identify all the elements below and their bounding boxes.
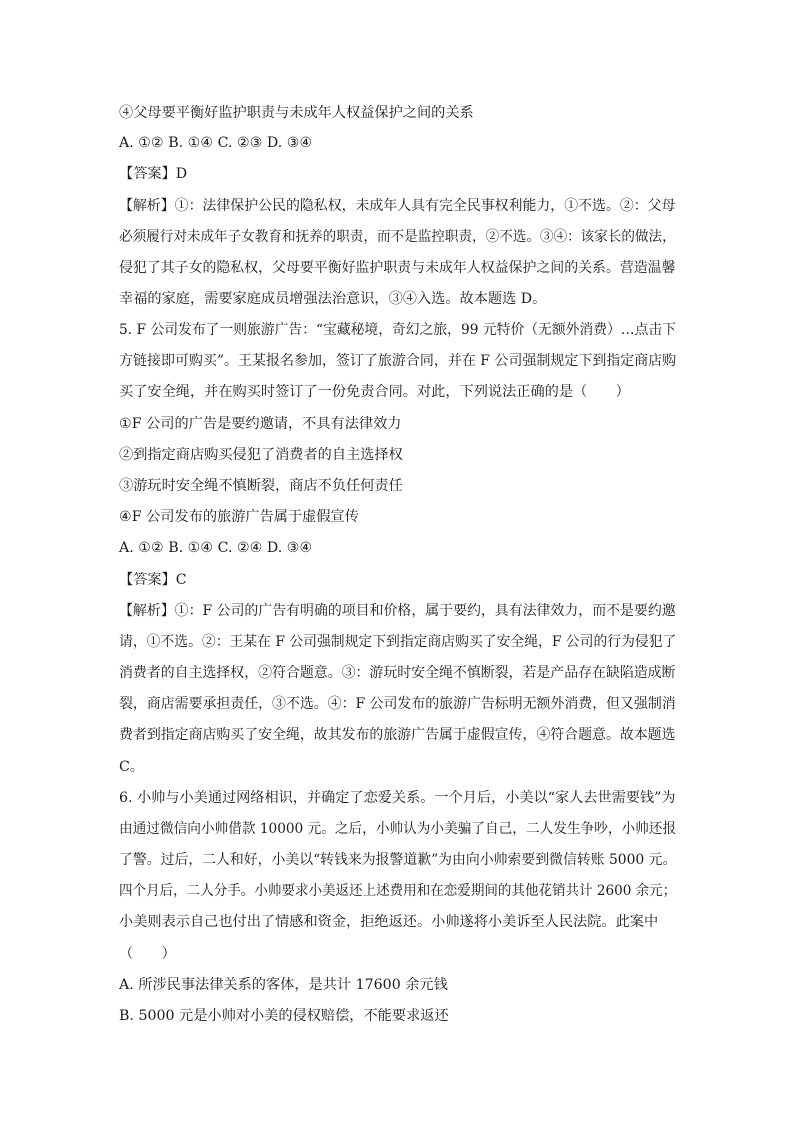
choices-line: A. ①② B. ①④ C. ②④ D. ③④ bbox=[119, 540, 313, 556]
analysis-line: 【解析】①：法律保护公民的隐私权，未成年人具有完全民事权利能力，①不选。②：父母 bbox=[119, 198, 676, 214]
question-6-line: （ ） bbox=[119, 946, 176, 962]
answer-line: 【答案】D bbox=[119, 166, 188, 182]
option-line-3: ③游玩时安全绳不慎断裂，商店不负任何责任 bbox=[119, 478, 403, 494]
option-line-1: ①F 公司的广告是要约邀请，不具有法律效力 bbox=[119, 416, 402, 432]
question-6-line: 小美则表示自己也付出了情感和资金，拒绝返还。小帅遂将小美诉至人民法院。此案中 bbox=[119, 914, 659, 930]
question-5-line: 买了安全绳，并在购买时签订了一份免责合同。对此，下列说法正确的是（ ） bbox=[119, 384, 630, 400]
analysis-line: 费者到指定商店购买了安全绳，故其发布的旅游广告属于虚假宣传，④符合题意。故本题选 bbox=[119, 727, 676, 743]
choices-line: A. ①② B. ①④ C. ②③ D. ③④ bbox=[119, 135, 313, 151]
analysis-line: 消费者的自主选择权，②符合题意。③：游玩时安全绳不慎断裂，若是产品存在缺陷造成断 bbox=[119, 665, 676, 681]
option-b-line: B. 5000 元是小帅对小美的侵权赔偿，不能要求返还 bbox=[119, 1008, 449, 1024]
option-a-line: A. 所涉民事法律关系的客体，是共计 17600 余元钱 bbox=[119, 977, 448, 993]
analysis-line: 请，①不选。②：王某在 F 公司强制规定下到指定商店购买了安全绳，F 公司的行为侵犯了 bbox=[119, 634, 677, 650]
analysis-line: C。 bbox=[119, 759, 145, 775]
analysis-line: 侵犯了其子女的隐私权，父母要平衡好监护职责与未成年人权益保护之间的关系。营造温馨 bbox=[119, 260, 676, 276]
analysis-line: 【解析】①：F 公司的广告有明确的项目和价格，属于要约，具有法律效力，而不是要约邀 bbox=[119, 603, 676, 619]
analysis-line: 幸福的家庭，需要家庭成员增强法治意识，③④入选。故本题选 D。 bbox=[119, 291, 547, 307]
question-6-line: 由通过微信向小帅借款 10000 元。之后，小帅认为小美骗了自己，二人发生争吵，小帅还报 bbox=[119, 821, 677, 837]
answer-line: 【答案】C bbox=[119, 572, 187, 588]
option-line-4: ④父母要平衡好监护职责与未成年人权益保护之间的关系 bbox=[119, 105, 474, 121]
option-line-2: ②到指定商店购买侵犯了消费者的自主选择权 bbox=[119, 447, 403, 463]
question-6-line: 了警。过后，二人和好，小美以“转钱来为报警道歉”为由向小帅索要到微信转账 5000 元。 bbox=[119, 852, 677, 868]
analysis-line: 裂，商店需要承担责任，③不选。④：F 公司发布的旅游广告标明无额外消费，但又强制消 bbox=[119, 696, 676, 712]
question-5-line: 方链接即可购买”。王某报名参加，签订了旅游合同，并在 F 公司强制规定下到指定商店购 bbox=[119, 353, 677, 369]
question-5-line: 5. F 公司发布了一则旅游广告：“宝藏秘境，奇幻之旅，99 元特价（无额外消费）…点击下 bbox=[119, 322, 676, 338]
question-6-line: 6. 小帅与小美通过网络相识，并确定了恋爱关系。一个月后，小美以“家人去世需要钱”为 bbox=[119, 790, 676, 806]
analysis-line: 必须履行对未成年子女教育和抚养的职责，而不是监控职责，②不选。③④：该家长的做法， bbox=[119, 229, 676, 245]
option-line-4: ④F 公司发布的旅游广告属于虚假宣传 bbox=[119, 509, 359, 525]
question-6-line: 四个月后，二人分手。小帅要求小美返还上述费用和在恋爱期间的其他花销共计 2600 余元； bbox=[119, 883, 677, 899]
